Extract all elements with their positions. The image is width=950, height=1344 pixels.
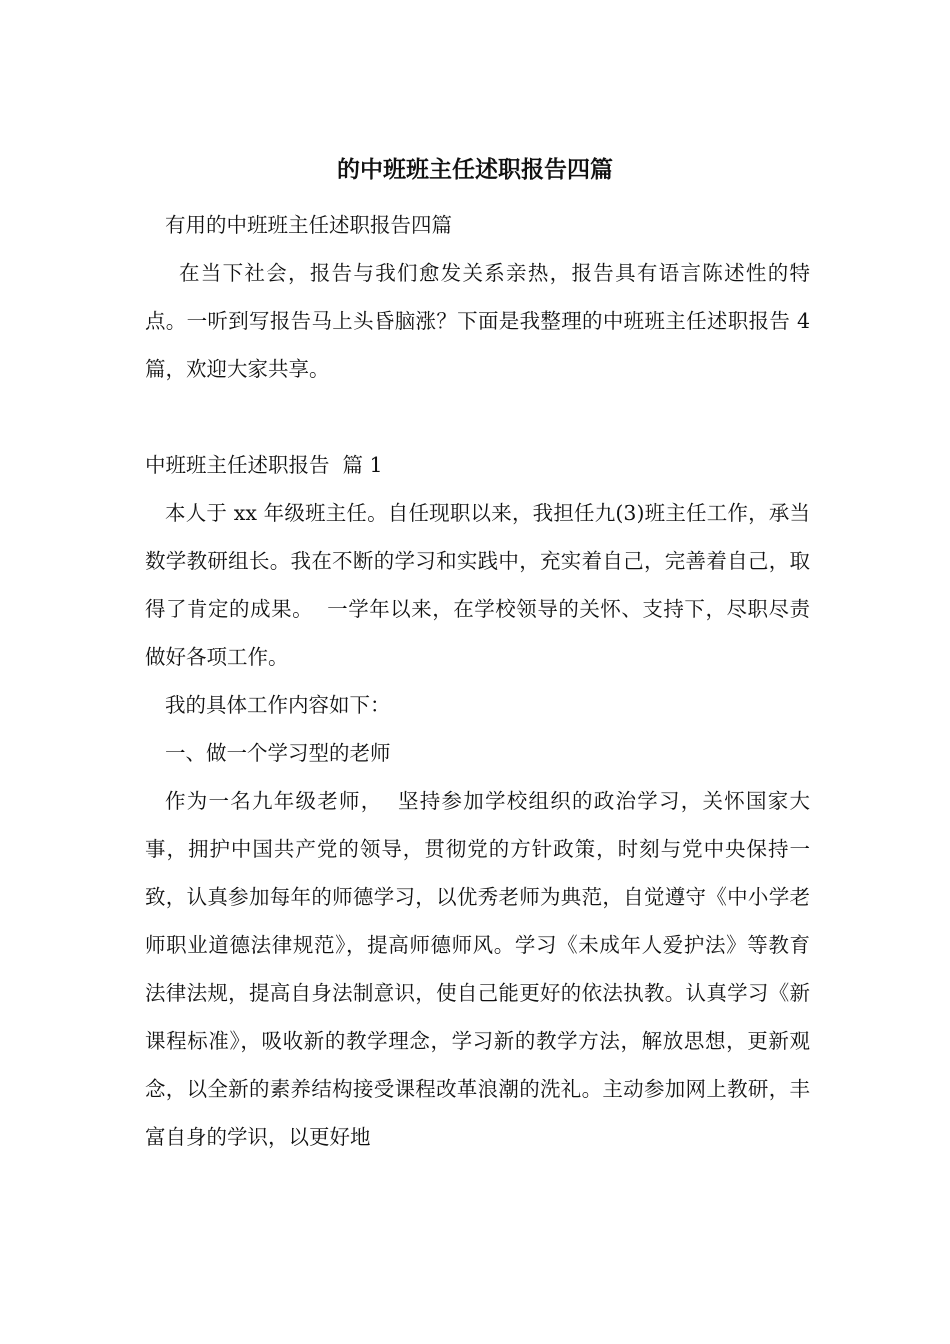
body-paragraph: 作为一名九年级老师， 坚持参加学校组织的政治学习，关怀国家大事，拥护中国共产党的领导，贯彻党的方针政策，时刻与党中央保持一致，认真参加每年的师德学习，以优秀老师为典范，自觉遵守《中小学老师职业道德法律规范》，提高师德师风。学习《未成年人爱护法》等教育法律法规，提高自身法制意识，使自己能更好的依法执教。认真学习《新课程标准》，吸收新的教学理念，学习新的教学方法，解放思想，更新观念，以全新的素养结构接受课程改革浪潮的洗礼。主动参加网上教研，丰富自身的学识，以更好地 <box>145 789 810 1149</box>
subsection-heading: 一、做一个学习型的老师 <box>165 741 391 765</box>
document-body <box>145 201 817 1161</box>
subtitle-paragraph: 有用的中班班主任述职报告四篇 <box>165 213 452 237</box>
paragraph-spacer <box>145 393 810 441</box>
body-paragraph: 我的具体工作内容如下： <box>165 693 391 717</box>
section-heading: 中班班主任述职报告 篇 1 <box>145 453 383 477</box>
intro-paragraph: 在当下社会，报告与我们愈发关系亲热，报告具有语言陈述性的特点。一听到写报告马上头昏脑涨？下面是我整理的中班班主任述职报告 4 篇，欢迎大家共享。 <box>145 261 817 381</box>
body-paragraph: 本人于 xx 年级班主任。自任现职以来，我担任九(3)班主任工作，承当数学教研组长。我在不断的学习和实践中，充实着自己，完善着自己，取得了肯定的成果。 一学年以来，在学校领导的关怀、支持下，尽职尽责做好各项工作。 <box>145 501 810 669</box>
document-title: 的中班班主任述职报告四篇 <box>337 157 613 183</box>
